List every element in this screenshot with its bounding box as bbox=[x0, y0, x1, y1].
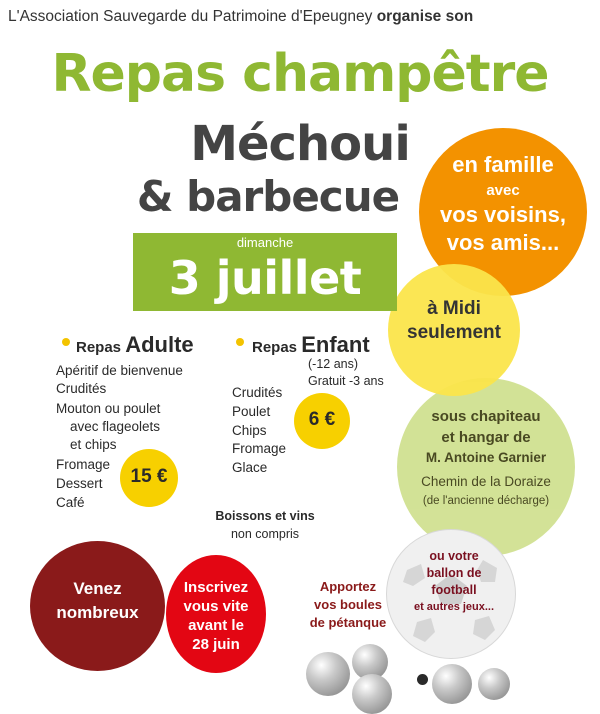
adulte-price: 15 € bbox=[130, 466, 168, 487]
football-line2: ballon de bbox=[426, 566, 482, 580]
petanque-boule-icon bbox=[478, 668, 510, 700]
inscrivez-circle bbox=[166, 555, 266, 673]
enfant-prefix: Repas bbox=[252, 339, 298, 356]
enfant-label: Enfant bbox=[301, 332, 370, 357]
adulte-item: Fromage bbox=[56, 457, 111, 472]
date-day: dimanche bbox=[236, 235, 294, 250]
adulte-item: avec flageolets bbox=[70, 419, 161, 434]
adulte-item: Mouton ou poulet bbox=[56, 401, 161, 416]
lieu-line5: (de l'ancienne décharge) bbox=[422, 495, 550, 507]
adulte-item: Dessert bbox=[56, 476, 103, 491]
venez-circle bbox=[30, 541, 165, 671]
inscrivez-line1: Inscrivez bbox=[183, 579, 249, 596]
famille-line4: vos amis... bbox=[446, 230, 560, 255]
football-note bbox=[398, 548, 510, 616]
football-line3: football bbox=[431, 583, 477, 597]
inscrivez-line2: vous vite bbox=[183, 598, 249, 615]
petanque-line2: vos boules bbox=[314, 597, 382, 612]
adulte-item: Crudités bbox=[56, 381, 107, 396]
midi-line1: à Midi bbox=[427, 298, 481, 319]
adulte-label: Adulte bbox=[125, 332, 194, 357]
venez-line2: nombreux bbox=[56, 603, 139, 622]
enfant-item: Glace bbox=[232, 460, 268, 475]
intro-line bbox=[8, 8, 598, 26]
enfant-price-badge bbox=[294, 393, 350, 449]
adulte-item: et chips bbox=[70, 437, 117, 452]
petanque-boule-icon bbox=[306, 652, 350, 696]
boissons-line2: non compris bbox=[230, 527, 300, 541]
enfant-item: Crudités bbox=[232, 385, 283, 400]
enfant-item: Poulet bbox=[232, 404, 271, 419]
boissons-line1: Boissons et vins bbox=[215, 509, 315, 523]
bullet-icon bbox=[62, 338, 70, 346]
petanque-boule-icon bbox=[432, 664, 472, 704]
enfant-item: Fromage bbox=[232, 441, 287, 456]
enfant-item: Chips bbox=[232, 423, 267, 438]
lieu-line1: sous chapiteau bbox=[431, 408, 541, 425]
inscrivez-line3: avant le bbox=[188, 617, 244, 634]
subtitle-mechoui: Méchoui bbox=[190, 116, 410, 172]
lieu-line2: et hangar de bbox=[441, 429, 531, 446]
petanque-boule-icon bbox=[352, 674, 392, 714]
adulte-prefix: Repas bbox=[76, 339, 122, 356]
football-line4: et autres jeux... bbox=[413, 601, 495, 613]
enfant-price: 6 € bbox=[308, 409, 336, 430]
petanque-line1: Apportez bbox=[319, 579, 377, 594]
inscrivez-line4: 28 juin bbox=[192, 636, 240, 653]
famille-line2: avec bbox=[486, 182, 520, 199]
venez-line1: Venez bbox=[73, 579, 122, 598]
bullet-icon bbox=[236, 338, 244, 346]
midi-circle bbox=[388, 264, 520, 396]
adulte-price-badge bbox=[120, 449, 178, 507]
enfant-gratuit: Gratuit -3 ans bbox=[308, 374, 384, 388]
petanque-line3: de pétanque bbox=[309, 615, 387, 630]
adulte-item: Café bbox=[56, 495, 85, 510]
boissons-note bbox=[205, 507, 325, 543]
lieu-line3: M. Antoine Garnier bbox=[425, 450, 547, 465]
date-box bbox=[133, 233, 397, 311]
lieu-line4: Chemin de la Doraize bbox=[421, 474, 551, 489]
adulte-heading bbox=[76, 332, 194, 358]
date-main: 3 juillet bbox=[168, 251, 362, 305]
page-title: Repas champêtre bbox=[51, 44, 549, 104]
football-line1: ou votre bbox=[429, 549, 479, 563]
midi-line2: seulement bbox=[407, 322, 501, 343]
famille-line1: en famille bbox=[452, 152, 554, 177]
adulte-item: Apéritif de bienvenue bbox=[56, 363, 183, 378]
cochonnet-icon bbox=[417, 674, 428, 685]
intro-organise: organise son bbox=[376, 8, 474, 25]
petanque-note bbox=[296, 578, 400, 632]
enfant-age: (-12 ans) bbox=[308, 357, 359, 371]
subtitle-barbecue: & barbecue bbox=[136, 172, 400, 221]
famille-line3: vos voisins, bbox=[440, 202, 566, 227]
intro-organisation: L'Association Sauvegarde du Patrimoine d'Epeugney bbox=[8, 8, 373, 25]
